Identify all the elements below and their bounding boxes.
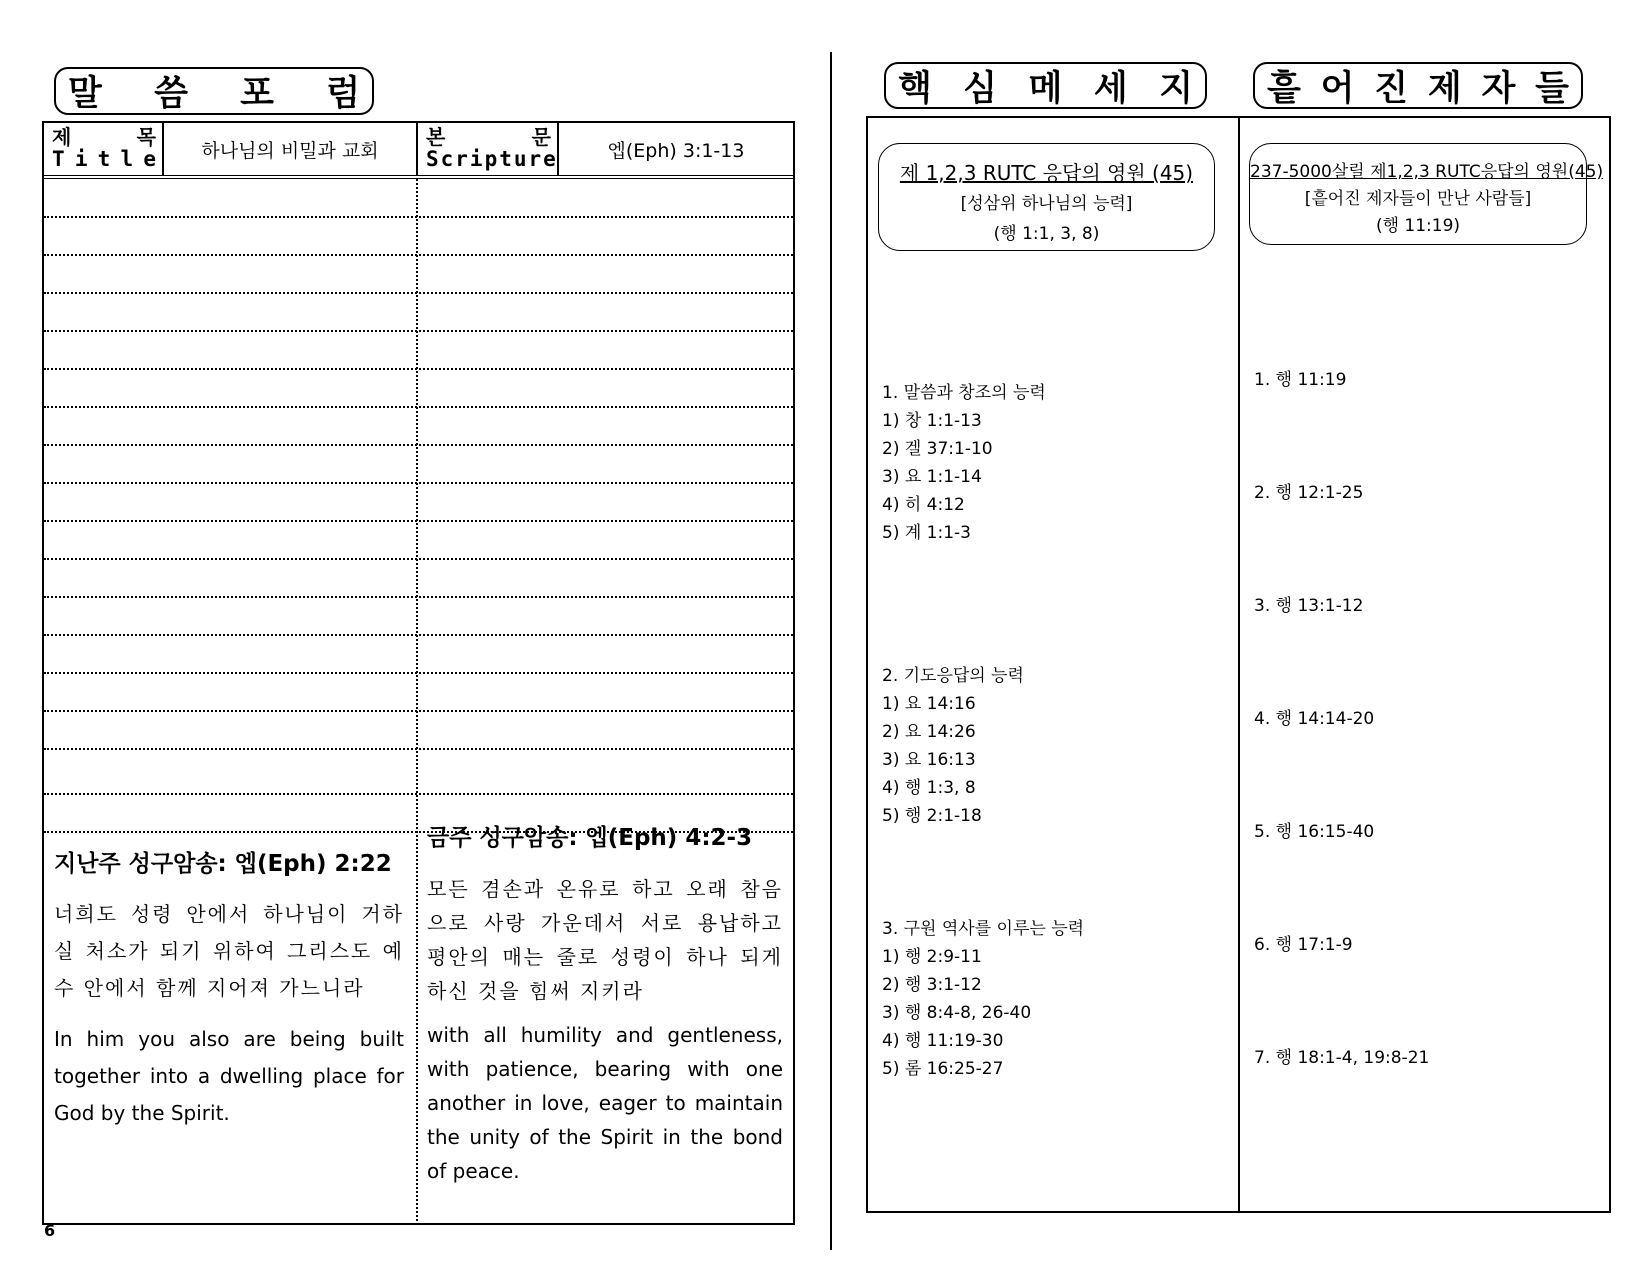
core-section-item: 2) 겔 37:1-10 bbox=[882, 439, 993, 459]
last-week-memory-verse bbox=[54, 845, 404, 1132]
note-line bbox=[44, 254, 793, 256]
scattered-disciples-heading bbox=[1253, 62, 1583, 109]
title-label bbox=[44, 123, 164, 175]
word-forum-heading bbox=[54, 67, 374, 115]
note-line bbox=[44, 634, 793, 636]
core-message-reference: (행 1:1, 3, 8) bbox=[993, 224, 1100, 244]
disciples-item: 7. 행 18:1-4, 19:8-21 bbox=[1254, 1048, 1430, 1068]
note-line bbox=[44, 520, 793, 522]
disciples-item: 6. 행 17:1-9 bbox=[1254, 935, 1353, 955]
core-message-title: 제 1,2,3 RUTC 응답의 영원 (45) bbox=[899, 161, 1194, 185]
scripture-label-en: Scripture bbox=[426, 147, 558, 171]
core-message-heading bbox=[884, 62, 1207, 109]
note-line bbox=[44, 482, 793, 484]
note-line bbox=[44, 330, 793, 332]
disciples-item: 5. 행 16:15-40 bbox=[1254, 822, 1375, 842]
note-line bbox=[44, 748, 793, 750]
core-section-item: 4) 행 11:19-30 bbox=[882, 1031, 1004, 1051]
heading-char: 메 bbox=[1028, 68, 1063, 109]
disciples-title: 237-5000살릴 제1,2,3 RUTC응답의 영원(45) bbox=[1250, 162, 1604, 182]
core-section-item: 1) 창 1:1-13 bbox=[882, 411, 982, 431]
title-label-letter: l bbox=[120, 147, 134, 171]
note-line bbox=[44, 368, 793, 370]
disciples-item: 4. 행 14:14-20 bbox=[1254, 709, 1375, 729]
note-line bbox=[44, 596, 793, 598]
this-week-verse-title: 금주 성구암송: 엡(Eph) 4:2-3 bbox=[427, 825, 753, 851]
sermon-note-form bbox=[42, 121, 795, 1225]
heading-char: 진 bbox=[1374, 68, 1409, 109]
core-section-item: 3) 요 16:13 bbox=[882, 750, 976, 770]
heading-char: 들 bbox=[1535, 68, 1569, 109]
disciples-title-box bbox=[1249, 143, 1604, 245]
title-label-letter: e bbox=[143, 147, 156, 171]
form-header bbox=[44, 123, 793, 179]
note-line bbox=[44, 216, 793, 218]
core-section-item: 5) 롬 16:25-27 bbox=[882, 1059, 1004, 1079]
heading-char: 말 bbox=[68, 74, 102, 114]
heading-char: 씀 bbox=[154, 74, 188, 114]
core-section-item: 2) 요 14:26 bbox=[882, 722, 976, 742]
heading-char: 럼 bbox=[326, 74, 360, 114]
core-section-3 bbox=[882, 915, 1084, 1083]
core-section-item: 4) 행 1:3, 8 bbox=[882, 778, 976, 798]
core-message-title-box bbox=[878, 143, 1215, 251]
last-week-verse-korean: 너희도 성령 안에서 하나님이 거하실 처소가 되기 위하여 그리스도 예수 안에서 함께 지어져 가느니라 bbox=[54, 902, 404, 1000]
title-value: 하나님의 비밀과 교회 bbox=[164, 123, 418, 175]
note-line bbox=[44, 558, 793, 560]
core-section-item: 5) 계 1:1-3 bbox=[882, 523, 971, 543]
heading-char: 제 bbox=[1427, 68, 1462, 109]
disciples-item: 2. 행 12:1-25 bbox=[1254, 483, 1364, 503]
core-section-item: 1) 행 2:9-11 bbox=[882, 947, 982, 967]
note-line bbox=[44, 406, 793, 408]
heading-char: 자 bbox=[1481, 68, 1516, 109]
title-label-letter: T bbox=[52, 147, 65, 171]
core-section-item: 3) 요 1:1-14 bbox=[882, 467, 982, 487]
scripture-value: 엡(Eph) 3:1-13 bbox=[607, 139, 745, 162]
message-outline-box bbox=[866, 116, 1611, 1213]
note-line bbox=[44, 444, 793, 446]
title-label-char: 목 bbox=[136, 125, 156, 149]
column-divider bbox=[416, 179, 418, 1225]
this-week-verse-english: with all humility and gentleness, with patience, bearing with one another in love, eager to maintain the unity of the Spirit in the bond of peace. bbox=[427, 1023, 783, 1183]
this-week-verse-korean: 모든 겸손과 온유로 하고 오래 참음으로 사랑 가운데서 서로 용납하고 평안의 매는 줄로 성령이 하나 되게 하신 것을 힘써 지키라 bbox=[427, 877, 783, 1003]
heading-char: 핵 bbox=[898, 68, 932, 109]
core-message-subtitle: [성삼위 하나님의 능력] bbox=[960, 194, 1133, 214]
note-line bbox=[44, 672, 793, 674]
outline-column-divider bbox=[1238, 118, 1240, 1211]
page-divider bbox=[830, 52, 832, 1250]
page-number: 6 bbox=[44, 1221, 56, 1240]
core-section-heading: 2. 기도응답의 능력 bbox=[882, 666, 1024, 686]
note-line bbox=[44, 710, 793, 712]
heading-char: 어 bbox=[1320, 68, 1355, 109]
core-section-item: 1) 요 14:16 bbox=[882, 694, 976, 714]
this-week-memory-verse bbox=[427, 819, 783, 1188]
disciples-subtitle: [흩어진 제자들이 만난 사람들] bbox=[1304, 189, 1532, 209]
note-line bbox=[44, 292, 793, 294]
core-section-item: 4) 히 4:12 bbox=[882, 495, 965, 515]
core-section-item: 3) 행 8:4-8, 26-40 bbox=[882, 1003, 1032, 1023]
note-line bbox=[44, 793, 793, 795]
heading-char: 심 bbox=[963, 68, 998, 109]
heading-char: 포 bbox=[240, 74, 274, 114]
title-label-letter: i bbox=[74, 147, 88, 171]
last-week-verse-title: 지난주 성구암송: 엡(Eph) 2:22 bbox=[54, 851, 392, 877]
core-section-heading: 1. 말씀과 창조의 능력 bbox=[882, 383, 1046, 403]
heading-char: 흩 bbox=[1267, 68, 1301, 109]
disciples-item: 3. 행 13:1-12 bbox=[1254, 596, 1364, 616]
core-section-item: 2) 행 3:1-12 bbox=[882, 975, 982, 995]
core-section-item: 5) 행 2:1-18 bbox=[882, 806, 982, 826]
disciples-reference: (행 11:19) bbox=[1375, 216, 1461, 236]
title-label-char: 제 bbox=[52, 125, 72, 149]
disciples-item: 1. 행 11:19 bbox=[1254, 370, 1347, 390]
heading-char: 지 bbox=[1159, 68, 1193, 109]
scripture-label-char: 문 bbox=[531, 125, 551, 149]
core-section-2 bbox=[882, 662, 1024, 830]
heading-char: 세 bbox=[1093, 68, 1128, 109]
core-section-1 bbox=[882, 379, 1046, 547]
scripture-label-char: 본 bbox=[426, 125, 446, 149]
core-section-heading: 3. 구원 역사를 이루는 능력 bbox=[882, 919, 1085, 939]
last-week-verse-english: In him you also are being built together into a dwelling place for God by the Spirit. bbox=[54, 1027, 404, 1125]
title-label-letter: t bbox=[97, 147, 111, 171]
scripture-label bbox=[418, 123, 559, 175]
